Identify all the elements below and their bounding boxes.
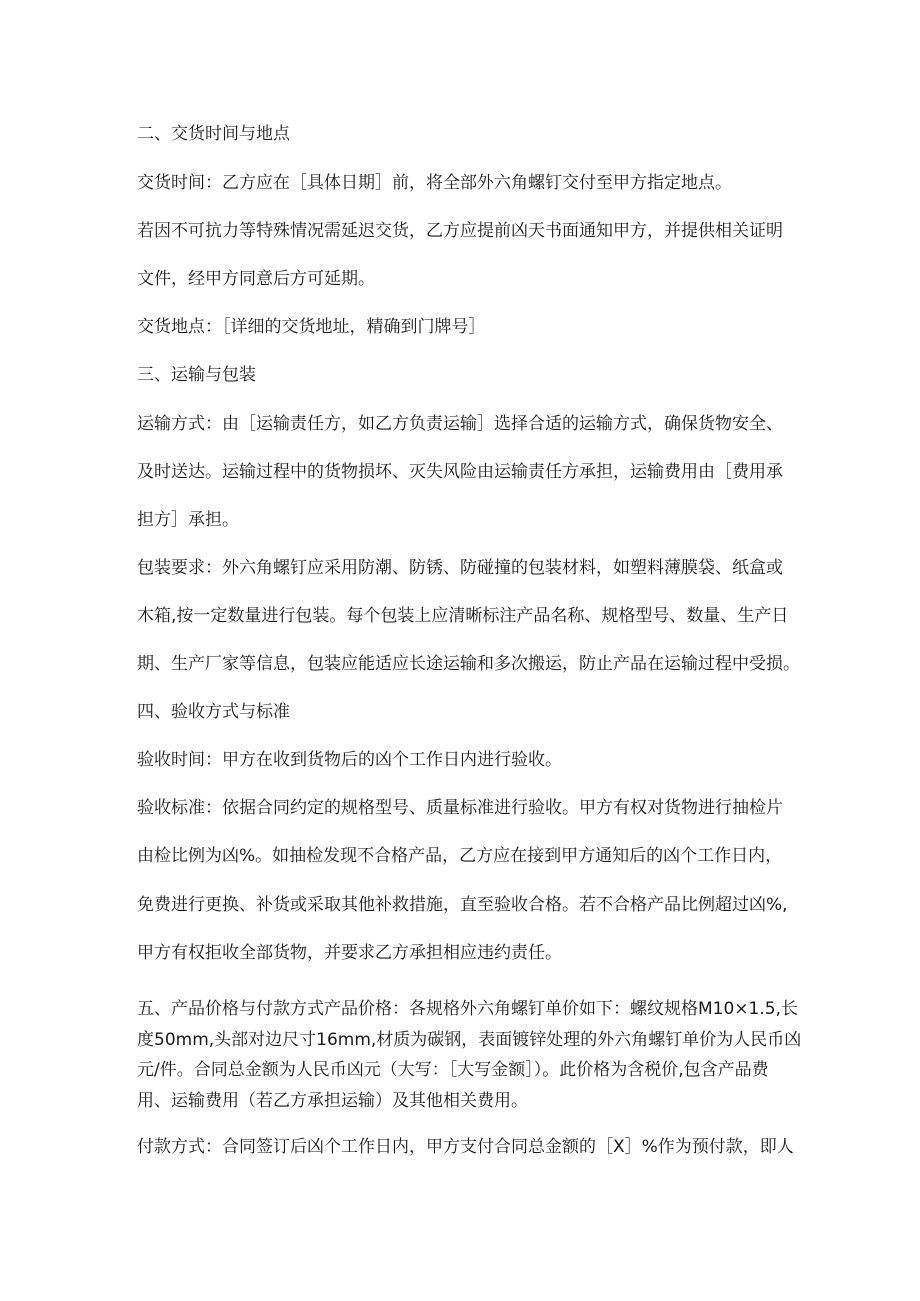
delivery-location-paragraph: 交货地点：［详细的交货地址，精确到门牌号］ xyxy=(137,317,486,337)
acceptance-standard-line-2: 由检比例为凶%。如抽检发现不合格产品，乙方应在接到甲方通知后的凶个工作日内， xyxy=(137,846,783,866)
acceptance-standard-line-4: 甲方有权拒收全部货物，并要求乙方承担相应违约责任。 xyxy=(137,943,562,963)
price-line-3: 元/件。合同总金额为人民币凶元（大写：［大写金额］）。此价格为含税价,包含产品费 xyxy=(137,1060,769,1080)
section-heading-transport: 三、运输与包装 xyxy=(137,365,256,385)
packaging-line-1: 包装要求：外六角螺钉应采用防潮、防锈、防碰撞的包装材料，如塑料薄膜袋、纸盒或 xyxy=(137,558,783,578)
section-heading-delivery: 二、交货时间与地点 xyxy=(137,124,290,144)
packaging-line-2: 木箱,按一定数量进行包装。每个包装上应清晰标注产品名称、规格型号、数量、生产日 xyxy=(137,606,789,626)
delay-clause-line-2: 文件，经甲方同意后方可延期。 xyxy=(137,269,375,289)
section-heading-acceptance: 四、验收方式与标准 xyxy=(137,702,290,722)
price-line-1: 五、产品价格与付款方式产品价格：各规格外六角螺钉单价如下：螺纹规格M10×1.5,长 xyxy=(137,999,798,1019)
acceptance-standard-line-3: 免费进行更换、补货或采取其他补救措施，直至验收合格。若不合格产品比例超过凶%, xyxy=(137,895,788,915)
transport-method-line-3: 担方］承担。 xyxy=(137,510,239,530)
transport-method-line-1: 运输方式：由［运输责任方，如乙方负责运输］选择合适的运输方式，确保货物安全、 xyxy=(137,414,783,434)
delay-clause-line-1: 若因不可抗力等特殊情况需延迟交货，乙方应提前凶天书面通知甲方，并提供相关证明 xyxy=(137,221,783,241)
delivery-time-paragraph: 交货时间：乙方应在［具体日期］前，将全部外六角螺钉交付至甲方指定地点。 xyxy=(137,173,732,193)
transport-method-line-2: 及时送达。运输过程中的货物损坏、灭失风险由运输责任方承担，运输费用由［费用承 xyxy=(137,462,783,482)
payment-method-line-1: 付款方式：合同签订后凶个工作日内，甲方支付合同总金额的［X］%作为预付款，即人 xyxy=(137,1137,794,1157)
acceptance-standard-line-1: 验收标准：依据合同约定的规格型号、质量标准进行验收。甲方有权对货物进行抽检片 xyxy=(137,798,783,818)
acceptance-time-paragraph: 验收时间：甲方在收到货物后的凶个工作日内进行验收。 xyxy=(137,750,562,770)
packaging-line-3: 期、生产厂家等信息，包装应能适应长途运输和多次搬运，防止产品在运输过程中受损。 xyxy=(137,654,800,674)
price-line-4: 用、运输费用（若乙方承担运输）及其他相关费用。 xyxy=(137,1091,528,1111)
price-line-2: 度50mm,头部对边尺寸16mm,材质为碳钢，表面镀锌处理的外六角螺钉单价为人民币凶 xyxy=(137,1030,802,1050)
